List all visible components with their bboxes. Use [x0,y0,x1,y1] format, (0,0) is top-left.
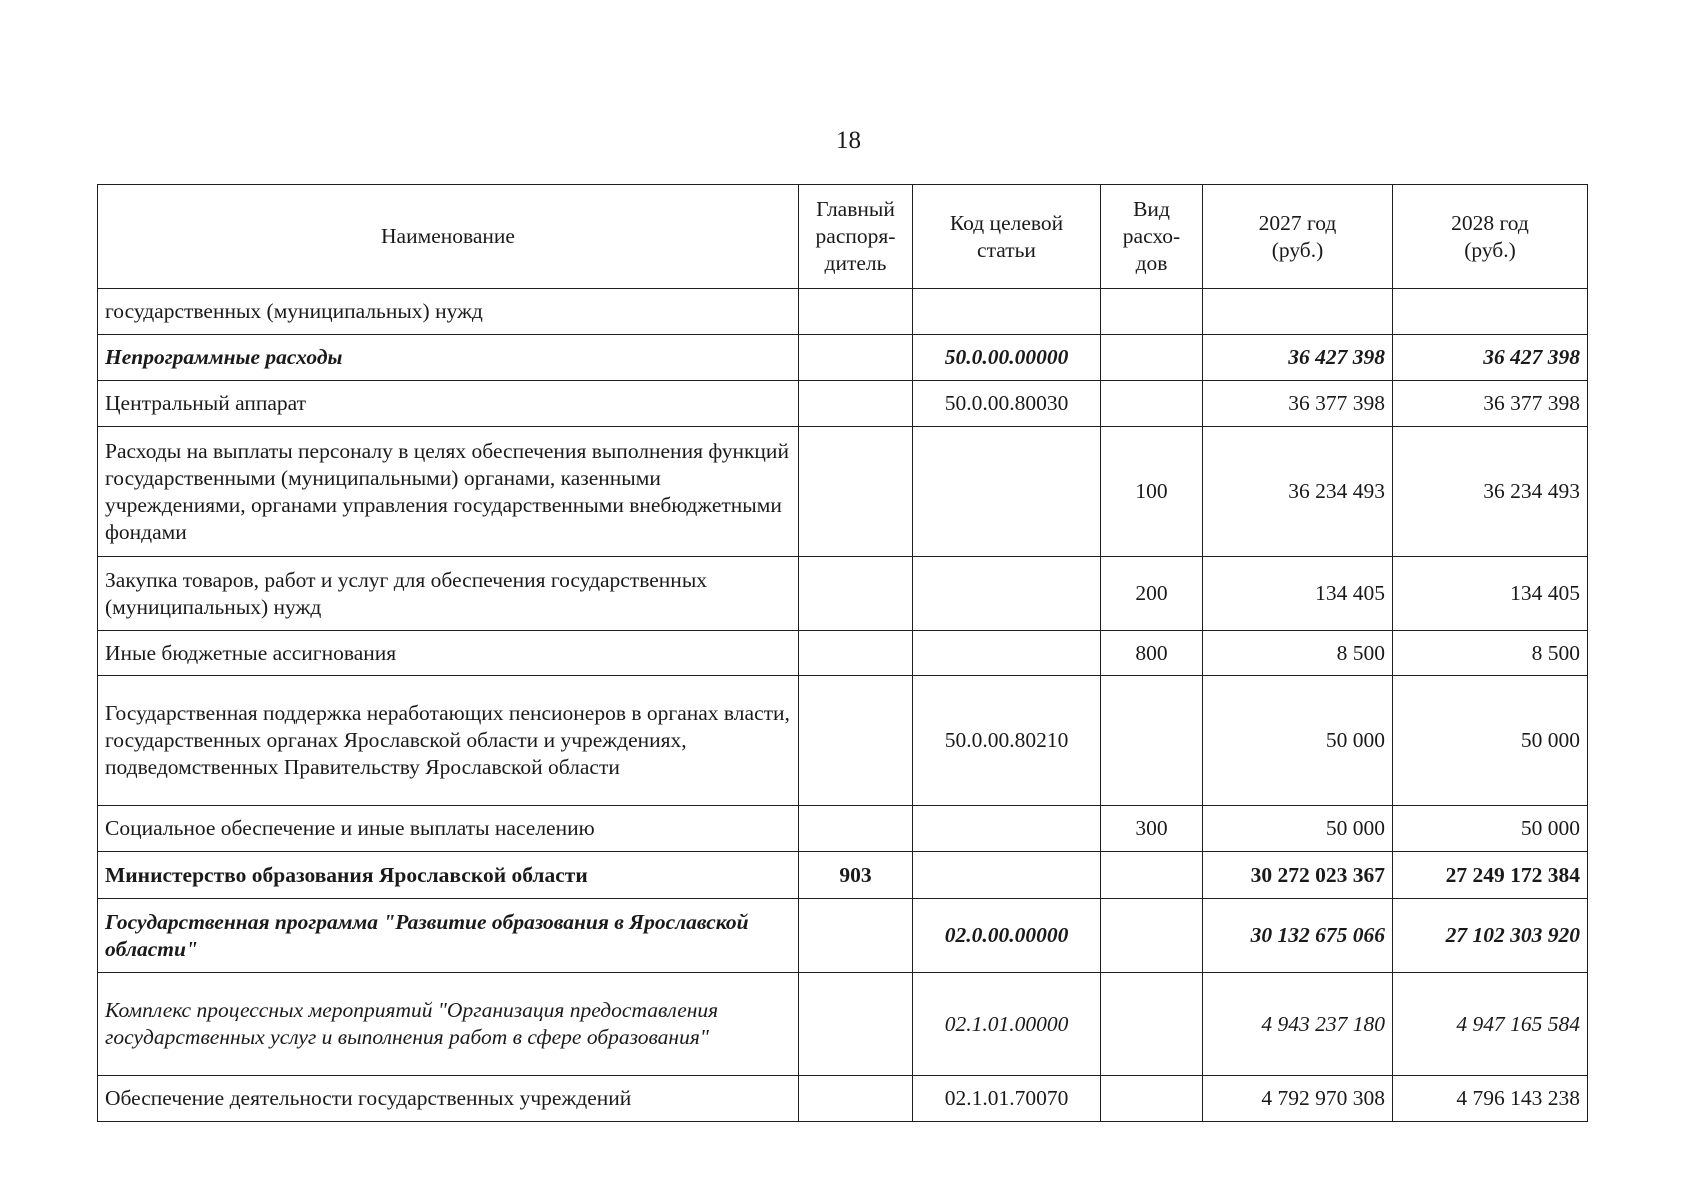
cell-2027: 134 405 [1203,557,1393,631]
cell-vid: 100 [1101,427,1203,557]
table-row [98,806,1588,852]
cell-vid [1101,852,1203,899]
cell-grbs [799,557,913,631]
header-2028 [1393,185,1588,289]
cell-vid: 200 [1101,557,1203,631]
cell-code [913,852,1101,899]
cell-vid: 800 [1101,631,1203,676]
cell-vid [1101,381,1203,427]
page-number: 18 [836,127,861,154]
cell-2028: 36 427 398 [1393,335,1588,381]
cell-2028: 50 000 [1393,676,1588,806]
cell-name: Социальное обеспечение и иные выплаты населению [98,806,799,852]
cell-grbs: 903 [799,852,913,899]
header-2027-line: 2027 год [1258,210,1337,235]
header-2027-line: (руб.) [1271,237,1324,262]
table-row [98,631,1588,676]
budget-table [97,184,1588,1122]
cell-2028: 8 500 [1393,631,1588,676]
cell-name: Обеспечение деятельности государственных учреждений [98,1076,799,1122]
header-code [913,185,1101,289]
cell-code: 50.0.00.80030 [913,381,1101,427]
cell-name: Закупка товаров, работ и услуг для обеспечения государственных (муниципальных) нужд [98,557,799,631]
table-row [98,676,1588,806]
cell-name: Расходы на выплаты персоналу в целях обеспечения выполнения функций государственными (муниципальными) органами, казенными учреждениями, органами управления государственными внебюджетными фондами [98,427,799,557]
cell-code [913,631,1101,676]
cell-vid [1101,289,1203,335]
cell-2027: 50 000 [1203,676,1393,806]
cell-vid [1101,676,1203,806]
table-header-row [98,185,1588,289]
cell-vid: 300 [1101,806,1203,852]
cell-name: Государственная программа "Развитие образования в Ярославской области" [98,899,799,973]
cell-2028: 4 947 165 584 [1393,973,1588,1076]
header-grbs-line: распоря- [815,224,896,248]
table-row [98,335,1588,381]
cell-2028: 50 000 [1393,806,1588,852]
cell-code: 02.0.00.00000 [913,899,1101,973]
cell-grbs [799,381,913,427]
cell-grbs [799,427,913,557]
header-code-line: Код целевой [949,210,1064,235]
cell-grbs [799,806,913,852]
table-row [98,381,1588,427]
cell-2028: 36 234 493 [1393,427,1588,557]
cell-name: Иные бюджетные ассигнования [98,631,799,676]
cell-vid [1101,899,1203,973]
table-row [98,289,1588,335]
cell-2028: 134 405 [1393,557,1588,631]
cell-code: 50.0.00.00000 [913,335,1101,381]
cell-vid [1101,335,1203,381]
cell-name: государственных (муниципальных) нужд [98,289,799,335]
header-name: Наименование [98,185,799,289]
cell-code: 02.1.01.00000 [913,973,1101,1076]
table-row [98,899,1588,973]
cell-2027: 36 377 398 [1203,381,1393,427]
table-row [98,557,1588,631]
cell-name: Центральный аппарат [98,381,799,427]
cell-grbs [799,631,913,676]
header-code-line: статьи [977,237,1036,262]
header-vid-line: расхо- [1122,224,1181,248]
cell-2028 [1393,289,1588,335]
cell-grbs [799,289,913,335]
cell-grbs [799,1076,913,1122]
header-vid-line: дов [1135,251,1168,275]
cell-2027: 30 272 023 367 [1203,852,1393,899]
header-grbs-line: дитель [824,251,887,275]
cell-code [913,289,1101,335]
cell-2028: 36 377 398 [1393,381,1588,427]
cell-name: Государственная поддержка неработающих пенсионеров в органах власти, государственных органах Ярославской области и учреждениях, подведомственных Правительству Ярославской области [98,676,799,806]
cell-2027: 8 500 [1203,631,1393,676]
header-vid-line: Вид [1133,197,1170,221]
header-2028-line: (руб.) [1464,237,1516,262]
cell-code [913,427,1101,557]
cell-2027: 4 792 970 308 [1203,1076,1393,1122]
table-row [98,1076,1588,1122]
header-2027 [1203,185,1393,289]
cell-2027 [1203,289,1393,335]
cell-2027: 30 132 675 066 [1203,899,1393,973]
cell-grbs [799,676,913,806]
cell-2027: 36 234 493 [1203,427,1393,557]
cell-2028: 27 102 303 920 [1393,899,1588,973]
cell-vid [1101,1076,1203,1122]
cell-name: Комплекс процессных мероприятий "Организация предоставления государственных услуг и выполнения работ в сфере образования" [98,973,799,1076]
cell-grbs [799,335,913,381]
table-row [98,427,1588,557]
cell-2027: 50 000 [1203,806,1393,852]
cell-grbs [799,973,913,1076]
cell-name: Непрограммные расходы [98,335,799,381]
cell-grbs [799,899,913,973]
table-row [98,973,1588,1076]
cell-2028: 27 249 172 384 [1393,852,1588,899]
cell-code: 02.1.01.70070 [913,1076,1101,1122]
table-row [98,852,1588,899]
cell-2027: 4 943 237 180 [1203,973,1393,1076]
header-vid [1101,185,1203,289]
cell-code [913,806,1101,852]
cell-code: 50.0.00.80210 [913,676,1101,806]
cell-code [913,557,1101,631]
cell-2027: 36 427 398 [1203,335,1393,381]
cell-name: Министерство образования Ярославской области [98,852,799,899]
header-grbs-line: Главный [816,197,895,221]
header-grbs [799,185,913,289]
header-2028-line: 2028 год [1451,210,1529,235]
cell-vid [1101,973,1203,1076]
cell-2028: 4 796 143 238 [1393,1076,1588,1122]
